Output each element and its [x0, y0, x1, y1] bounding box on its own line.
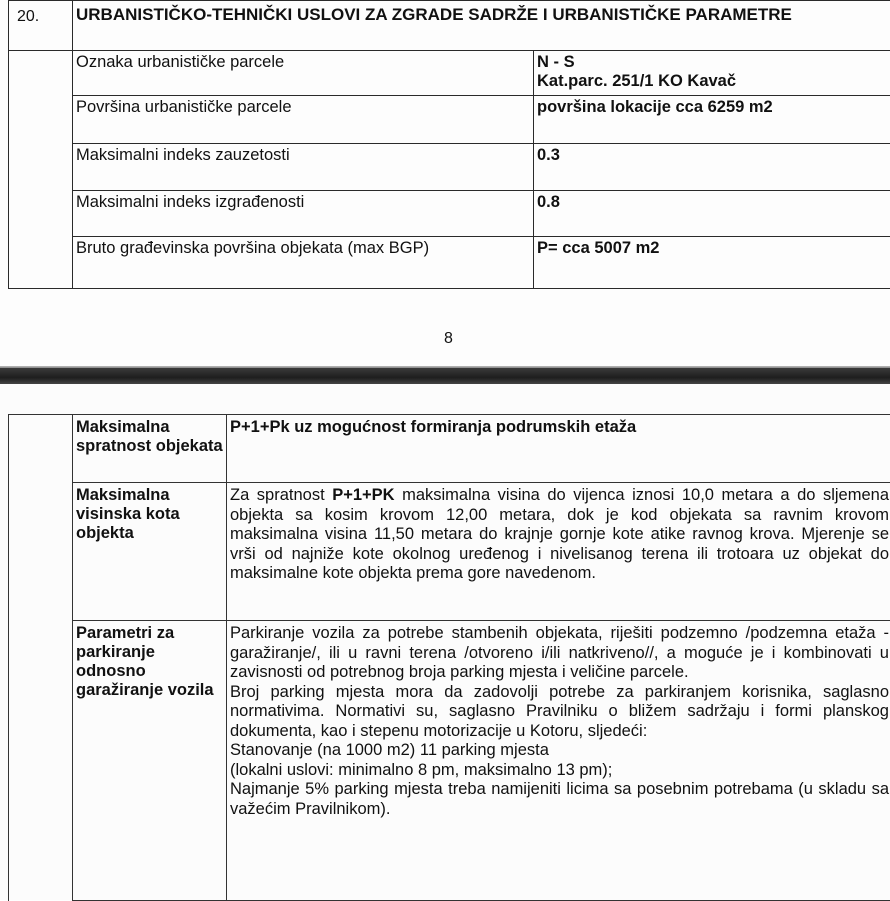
row-label: Maksimalni indeks izgrađenosti: [73, 191, 534, 237]
paragraph: Broj parking mjesta mora da zadovolji potrebe za parkiranjem korisnika, saglasno normativima. Normativi su, saglasno Pravilniku o bližem sadržaju i formi planskog dokumenta, kao i stepenu motorizacije u Kotoru, sljedeći:: [230, 683, 889, 742]
building-parameters-table: [8, 414, 890, 901]
row-label: Maksimalna spratnost objekata: [73, 415, 227, 483]
cadastral-parcel: Kat.parc. 251/1 KO Kavač: [537, 72, 889, 91]
parcel-code: N - S: [537, 53, 889, 72]
text-prefix: Za spratnost: [230, 486, 332, 504]
row-label: Površina urbanističke parcele: [73, 96, 534, 144]
row-label: Maksimalni indeks zauzetosti: [73, 144, 534, 191]
table-row: [9, 483, 890, 621]
table-row: [9, 51, 890, 96]
row-label: Oznaka urbanističke parcele: [73, 51, 534, 96]
table-row: [9, 191, 890, 237]
row-value: P= cca 5007 m2: [534, 237, 890, 289]
row-value: P+1+Pk uz mogućnost formiranja podrumskih etaža: [227, 415, 890, 483]
row-value: 0.8: [534, 191, 890, 237]
row-value: površina lokacije cca 6259 m2: [534, 96, 890, 144]
paragraph: Stanovanje (na 1000 m2) 11 parking mjesta: [230, 741, 889, 761]
row-value: [534, 51, 890, 96]
table-heading-row: [9, 1, 890, 51]
paragraph: (lokalni uslovi: minimalno 8 pm, maksimalno 13 pm);: [230, 761, 889, 781]
text-rest: maksimalna visina do vijenca iznosi 10,0 metara a do sljemena objekta sa kosim krovom 12,00 metara, dok je kod objekata sa ravnim krovom maksimalna visina 11,50 metara do krajnje gornje kote atike ravnog krova. Mjerenje se vrši od najniže kote okolnog uređenog i nivelisanog terena ili trotoara uz objekat do maksimalne kote objekta prema gore navedenom.: [230, 486, 889, 582]
section-heading: URBANISTIČKO-TEHNIČKI USLOVI ZA ZGRADE SADRŽE I URBANISTIČKE PARAMETRE: [73, 1, 890, 51]
row-label: Parametri za parkiranje odnosno garažiranje vozila: [73, 621, 227, 901]
page-divider: [0, 368, 890, 384]
table-row: [9, 96, 890, 144]
urban-conditions-table: [8, 0, 890, 289]
paragraph: Parkiranje vozila za potrebe stambenih objekata, riješiti podzemno /podzemna etaža - garažiranje/, ili u ravni terena /otvoreno i/ili natkriveno//, a moguće je i kombinovati u zavisnosti od potrebnog broja parking mjesta i veličine parcele.: [230, 624, 889, 683]
document-page-top: [0, 0, 890, 368]
row-label: Bruto građevinska površina objekata (max BGP): [73, 237, 534, 289]
row-value: [227, 621, 890, 901]
text-bold: P+1+PK: [332, 486, 394, 504]
table-row: [9, 237, 890, 289]
paragraph: Najmanje 5% parking mjesta treba namijeniti licima sa posebnim potrebama (u skladu sa važećim Pravilnikom).: [230, 780, 889, 819]
table-row: [9, 621, 890, 901]
table-row: [9, 415, 890, 483]
section-number: 20.: [9, 1, 73, 51]
row-value: [227, 483, 890, 621]
row-value: 0.3: [534, 144, 890, 191]
page-number: 8: [444, 330, 453, 348]
row-label: Maksimalna visinska kota objekta: [73, 483, 227, 621]
table-row: [9, 144, 890, 191]
